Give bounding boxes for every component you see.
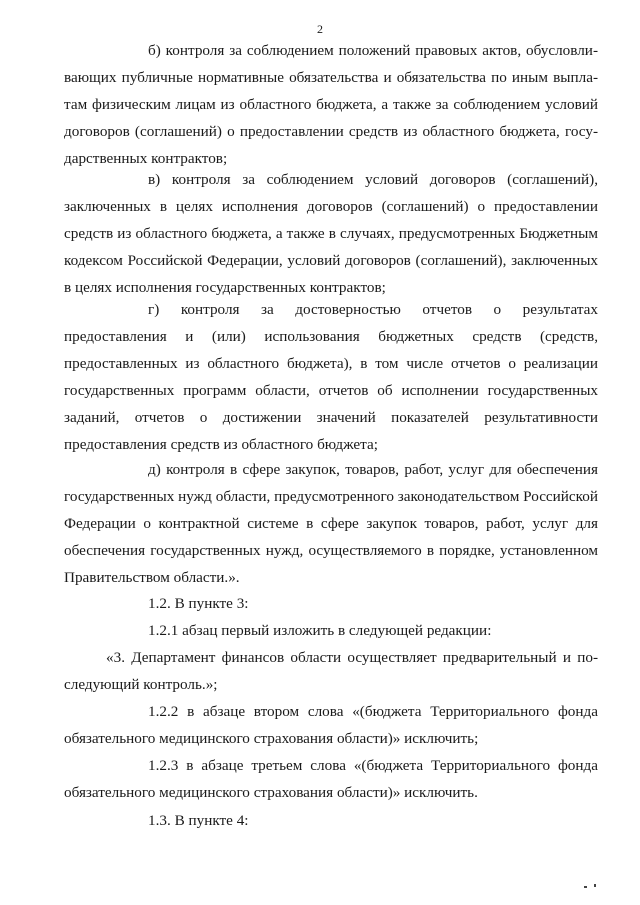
paragraph-text: в абзаце третьем слова «(бюджета Территориального фонда обязательного медицинского страхования области)» исключить. (64, 757, 598, 801)
list-marker: д) (148, 461, 161, 478)
paragraph-quote-3 (64, 644, 598, 698)
list-marker: б) (148, 42, 161, 59)
paragraph-1-2-3 (64, 752, 598, 806)
paragraph-1-2-2 (64, 698, 598, 752)
scan-artifact (594, 884, 596, 887)
paragraph-text: «3. Департамент финансов области осуществляет предварительный и последующий контроль.»; (64, 649, 598, 693)
paragraph-text: абзац первый изложить в следующей редакции: (182, 622, 492, 639)
clause-number: 1.2.1 (148, 622, 179, 639)
paragraph-1-2 (64, 590, 598, 617)
paragraph-text: В пункте 3: (174, 595, 249, 612)
paragraph-b (64, 37, 598, 172)
paragraph-text: контроля за достоверностью отчетов о результатах предоставления и (или) использования бюджетных средств (средств, предоставленных из областного бюджета), в том числе отчетов о реализации государственных программ области, отчетов об исполнении государственных заданий, отчетов о достижении значений показателей результативности предоставления средств из областного бюджета; (64, 301, 599, 453)
paragraph-d (64, 456, 598, 591)
list-marker: в) (148, 171, 161, 188)
clause-number: 1.2.3 (148, 757, 179, 774)
paragraph-1-3 (64, 807, 598, 834)
paragraph-text: контроля за соблюдением условий договоров (соглашений), заключенных в целях исполнения договоров (соглашений) о предоставлении средств из областного бюджета, а также в случаях, предусмотренных Бюджетным кодексом Российской Федерации, условий договоров (соглашений), заключенных в целях исполнения государственных контрактов; (64, 171, 598, 296)
clause-number: 1.2.2 (148, 703, 179, 720)
scan-artifact (584, 886, 587, 888)
list-marker: г) (148, 301, 160, 318)
paragraph-text: контроля за соблюдением положений правовых актов, обусловливающих публичные нормативные обязательства и обязательства по иным выплатам физическим лицам из областного бюджета, а также за соблюдением условий договоров (соглашений) о предоставлении средств из областного бюджета, государственных контрактов; (64, 42, 598, 167)
paragraph-text: контроля в сфере закупок, товаров, работ, услуг для обеспечения государственных нужд области, предусмотренного законодательством Российской Федерации о контрактной системе в сфере закупок товаров, работ, услуг для обеспечения государственных нужд, осуществляемого в порядке, установленном Правительством области.». (64, 461, 599, 586)
page-number: 2 (317, 22, 323, 36)
clause-number: 1.3. (148, 812, 171, 829)
paragraph-1-2-1 (64, 617, 598, 644)
paragraph-text: В пункте 4: (174, 812, 249, 829)
paragraph-v (64, 166, 598, 301)
paragraph-text: в абзаце втором слова «(бюджета Территориального фонда обязательного медицинского страхования области)» исключить; (64, 703, 599, 747)
clause-number: 1.2. (148, 595, 171, 612)
paragraph-g (64, 296, 598, 458)
